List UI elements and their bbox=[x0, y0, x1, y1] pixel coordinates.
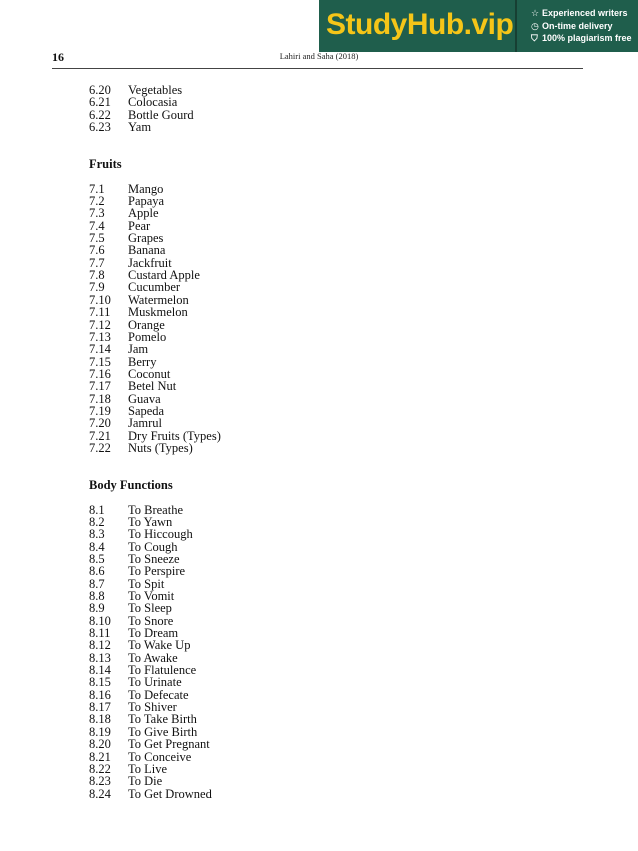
feature-experienced-writers bbox=[531, 7, 632, 20]
item-number: 7.19 bbox=[89, 403, 111, 418]
studyhub-logo[interactable]: StudyHub.vip bbox=[326, 8, 514, 41]
list-item bbox=[89, 676, 569, 688]
item-label: To Sneeze bbox=[128, 552, 180, 566]
item-number: 7.2 bbox=[89, 194, 105, 209]
list-item bbox=[89, 380, 569, 392]
list-item bbox=[89, 602, 569, 614]
list-item bbox=[89, 207, 569, 219]
item-label: Berry bbox=[128, 354, 157, 369]
document-body bbox=[89, 84, 569, 800]
item-number: 8.19 bbox=[89, 724, 111, 739]
item-label: To Vomit bbox=[128, 589, 175, 604]
item-number: 7.3 bbox=[89, 206, 105, 221]
list-item bbox=[89, 565, 569, 577]
item-label: Papaya bbox=[128, 194, 165, 209]
list-item bbox=[89, 528, 569, 540]
list-item bbox=[89, 738, 569, 750]
list-item bbox=[89, 96, 569, 108]
item-number: 7.14 bbox=[89, 342, 111, 357]
item-label: To Flatulence bbox=[128, 663, 197, 678]
item-label: Orange bbox=[128, 317, 165, 332]
item-number: 8.20 bbox=[89, 737, 111, 752]
list-item bbox=[89, 442, 569, 454]
item-number: 8.7 bbox=[89, 576, 105, 591]
banner-features bbox=[531, 7, 632, 45]
item-number: 8.21 bbox=[89, 749, 111, 764]
item-number: 8.22 bbox=[89, 761, 111, 776]
item-label: To Sleep bbox=[128, 601, 172, 616]
item-label: To Dream bbox=[128, 626, 179, 641]
item-number: 6.23 bbox=[89, 120, 111, 135]
item-number: 8.9 bbox=[89, 601, 105, 616]
item-label: Pomelo bbox=[128, 329, 167, 344]
list-item bbox=[89, 775, 569, 787]
item-number: 7.8 bbox=[89, 268, 105, 283]
item-label: To Yawn bbox=[128, 514, 173, 529]
list-item bbox=[89, 281, 569, 293]
item-number: 8.3 bbox=[89, 527, 105, 542]
item-number: 7.15 bbox=[89, 354, 111, 369]
item-label: Watermelon bbox=[128, 292, 189, 307]
item-number: 7.16 bbox=[89, 366, 111, 381]
item-number: 7.1 bbox=[89, 181, 105, 196]
item-number: 8.23 bbox=[89, 774, 111, 789]
feature-label: 100% plagiarism free bbox=[542, 33, 632, 43]
item-label: Bottle Gourd bbox=[128, 107, 194, 122]
item-number: 8.1 bbox=[89, 502, 105, 517]
item-number: 8.24 bbox=[89, 786, 111, 801]
list-item bbox=[89, 319, 569, 331]
item-label: To Die bbox=[128, 774, 163, 789]
clock-icon: ◷ bbox=[531, 20, 539, 31]
item-label: To Live bbox=[128, 761, 168, 776]
item-label: To Defecate bbox=[128, 687, 189, 702]
list-item bbox=[89, 109, 569, 121]
item-label: Yam bbox=[128, 120, 152, 135]
list-item bbox=[89, 713, 569, 725]
item-number: 8.8 bbox=[89, 589, 105, 604]
item-number: 6.20 bbox=[89, 83, 111, 97]
star-icon: ☆ bbox=[531, 8, 540, 18]
item-number: 7.6 bbox=[89, 243, 105, 258]
section-heading: Fruits bbox=[89, 157, 122, 172]
item-number: 6.22 bbox=[89, 107, 111, 122]
item-label: Jackfruit bbox=[128, 255, 172, 270]
item-label: To Snore bbox=[128, 613, 174, 628]
item-number: 7.12 bbox=[89, 317, 111, 332]
item-number: 7.11 bbox=[89, 305, 111, 320]
feature-label: Experienced writers bbox=[542, 8, 628, 18]
item-number: 7.9 bbox=[89, 280, 105, 295]
item-label: To Give Birth bbox=[128, 724, 198, 739]
item-label: To Wake Up bbox=[128, 638, 191, 653]
feature-plagiarism-free bbox=[531, 32, 632, 45]
item-number: 7.10 bbox=[89, 292, 111, 307]
item-number: 7.17 bbox=[89, 379, 111, 394]
shield-check-icon: ⛉ bbox=[531, 33, 538, 43]
item-label: Guava bbox=[128, 391, 161, 406]
list-item bbox=[89, 306, 569, 318]
item-label: Grapes bbox=[128, 231, 164, 246]
item-label: Coconut bbox=[128, 366, 171, 381]
item-label: To Get Pregnant bbox=[128, 737, 210, 752]
item-label: Custard Apple bbox=[128, 268, 200, 283]
item-label: Muskmelon bbox=[128, 305, 188, 320]
list-item bbox=[89, 244, 569, 256]
item-number: 8.12 bbox=[89, 638, 111, 653]
running-head: Lahiri and Saha (2018) bbox=[279, 51, 359, 61]
item-label: Colocasia bbox=[128, 95, 178, 110]
list-item bbox=[89, 343, 569, 355]
page-number: 16 bbox=[52, 50, 64, 64]
item-label: Mango bbox=[128, 181, 164, 196]
feature-label: On-time delivery bbox=[542, 20, 613, 31]
list-item bbox=[89, 331, 569, 343]
item-label: Vegetables bbox=[128, 83, 183, 97]
item-label: To Get Drowned bbox=[128, 786, 212, 801]
feature-on-time-delivery bbox=[531, 20, 632, 33]
list-item bbox=[89, 639, 569, 651]
item-number: 7.4 bbox=[89, 218, 105, 233]
item-number: 8.10 bbox=[89, 613, 111, 628]
list-item bbox=[89, 751, 569, 763]
item-label: To Cough bbox=[128, 539, 178, 554]
list-item bbox=[89, 788, 569, 800]
item-label: Cucumber bbox=[128, 280, 181, 295]
banner-logo-area[interactable] bbox=[319, 0, 517, 52]
item-label: To Awake bbox=[128, 650, 178, 665]
list-item bbox=[89, 417, 569, 429]
item-label: To Hiccough bbox=[128, 527, 193, 542]
item-label: To Conceive bbox=[128, 749, 192, 764]
item-label: Jamrul bbox=[128, 416, 163, 431]
item-number: 7.18 bbox=[89, 391, 111, 406]
item-number: 8.16 bbox=[89, 687, 111, 702]
item-number: 7.5 bbox=[89, 231, 105, 246]
item-label: Betel Nut bbox=[128, 379, 177, 394]
item-number: 7.13 bbox=[89, 329, 111, 344]
list-item bbox=[89, 121, 569, 133]
item-number: 6.21 bbox=[89, 95, 111, 110]
item-label: To Urinate bbox=[128, 675, 182, 690]
item-number: 8.2 bbox=[89, 514, 105, 529]
item-number: 7.7 bbox=[89, 255, 105, 270]
item-label: Banana bbox=[128, 243, 166, 258]
item-number: 8.15 bbox=[89, 675, 111, 690]
item-label: To Breathe bbox=[128, 502, 184, 517]
item-number: 8.17 bbox=[89, 700, 111, 715]
item-label: Dry Fruits (Types) bbox=[128, 428, 221, 443]
item-label: To Perspire bbox=[128, 564, 186, 579]
item-number: 7.21 bbox=[89, 428, 111, 443]
item-label: To Shiver bbox=[128, 700, 177, 715]
item-number: 7.20 bbox=[89, 416, 111, 431]
item-number: 8.18 bbox=[89, 712, 111, 727]
list-item bbox=[89, 195, 569, 207]
item-number: 8.4 bbox=[89, 539, 105, 554]
item-label: To Take Birth bbox=[128, 712, 197, 727]
item-label: Nuts (Types) bbox=[128, 440, 193, 455]
section-heading: Body Functions bbox=[89, 478, 173, 493]
item-number: 7.22 bbox=[89, 440, 111, 455]
item-number: 8.5 bbox=[89, 552, 105, 566]
item-label: Sapeda bbox=[128, 403, 165, 418]
studyhub-banner[interactable] bbox=[319, 0, 638, 52]
item-number: 8.6 bbox=[89, 564, 105, 579]
item-label: Jam bbox=[128, 342, 149, 357]
item-label: To Spit bbox=[128, 576, 165, 591]
item-number: 8.14 bbox=[89, 663, 111, 678]
item-number: 8.11 bbox=[89, 626, 111, 641]
item-number: 8.13 bbox=[89, 650, 111, 665]
item-label: Apple bbox=[128, 206, 159, 221]
item-label: Pear bbox=[128, 218, 151, 233]
header-rule bbox=[52, 68, 583, 69]
